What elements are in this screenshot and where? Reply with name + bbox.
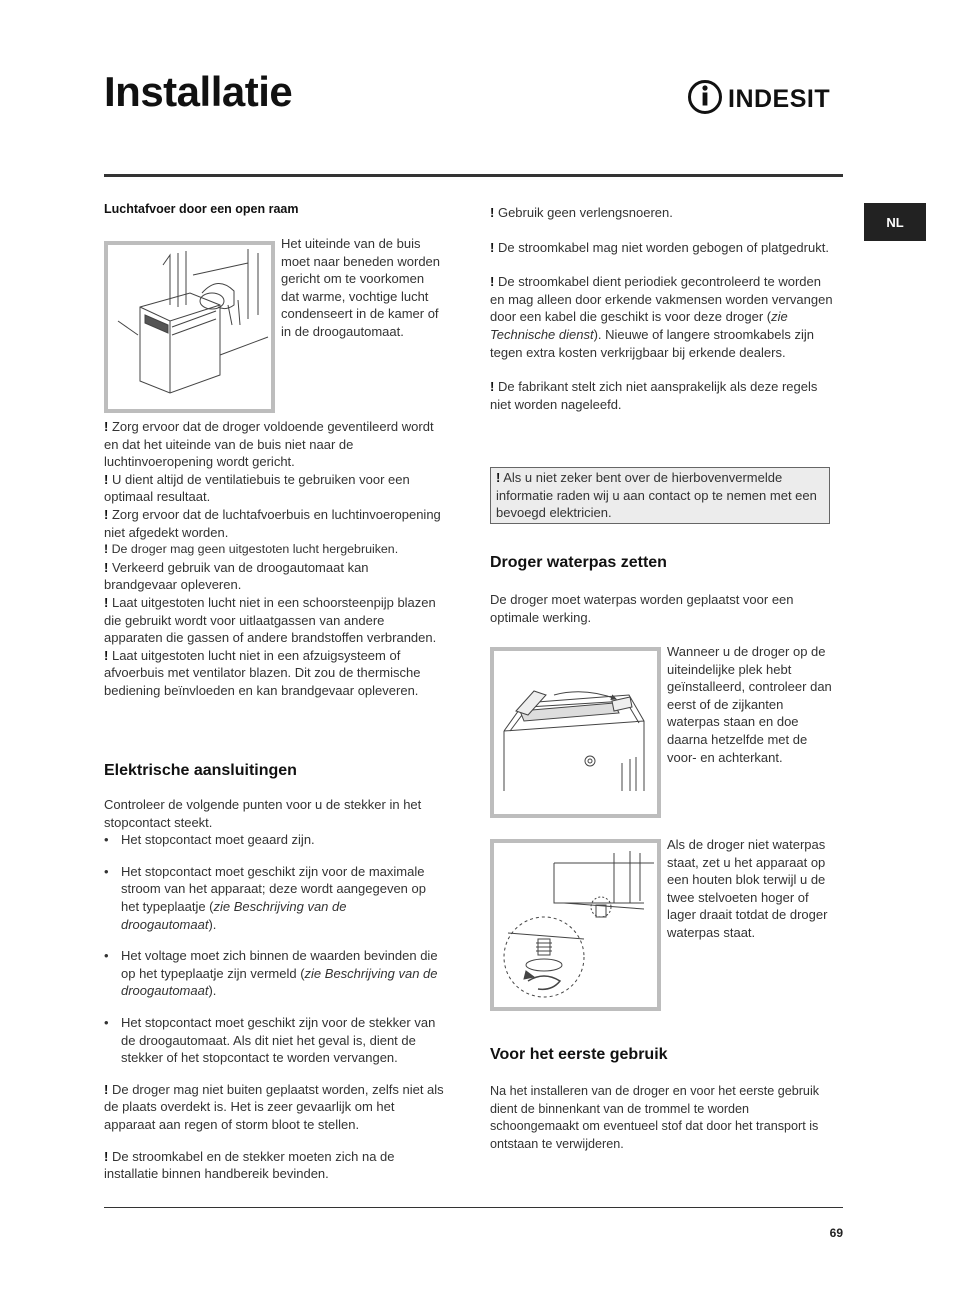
warning-mark: ! <box>104 471 109 487</box>
warning-mark: ! <box>104 1148 109 1164</box>
list-item: • Het stopcontact moet geschikt zijn voor de stekker van de droogautomaat. Als dit niet het geval is, dient de stekker of het stopcontact te worden vervangen. <box>104 1014 444 1067</box>
header-rule <box>104 174 843 177</box>
warning-bend: ! De stroomkabel mag niet worden gebogen of platgedrukt. <box>490 239 829 255</box>
section-label: Luchtafvoer door een open raam <box>104 202 299 216</box>
warning-mark: ! <box>104 1081 109 1097</box>
warning-mark: ! <box>104 542 109 557</box>
level-caption-2: Als de droger niet waterpas staat, zet u het apparaat op een houten blok terwijl u de twee stelvoeten hoger of lager draait totdat de droger waterpas staat. <box>667 837 828 940</box>
cable-warnings <box>490 204 835 413</box>
warning-mark: ! <box>104 594 109 610</box>
electric-checklist <box>104 831 444 1067</box>
level-intro: De droger moet waterpas worden geplaatst voor een optimale werking. <box>490 592 794 625</box>
list-item: • Het voltage moet zich binnen de waarden bevinden die op het typeplaatje zijn vermeld (zie Beschrijving van de droogautomaat). <box>104 947 444 1000</box>
vent-figure-caption: Het uiteinde van de buis moet naar beneden worden gericht om te voorkomen dat warme, vochtige lucht condenseert in de kamer of in de droogautomaat. <box>281 236 441 339</box>
electric-heading: Elektrische aansluitingen <box>104 762 297 779</box>
warning-mark: ! <box>104 559 109 575</box>
language-tab: NL <box>864 203 926 241</box>
electrician-note: ! Als u niet zeker bent over de hierbovenvermelde informatie raden wij u aan contact op te nemen met een bevoegd elektricien. <box>490 467 830 524</box>
electric-intro: Controleer de volgende punten voor u de stekker in het stopcontact steekt. <box>104 797 422 830</box>
first-use-text: Na het installeren van de droger en voor het eerste gebruik dient de binnenkant van de trommel te worden schoongemaakt om eventueel stof dat door het transport is ontstaan te verwijderen. <box>490 1084 820 1151</box>
warning-mark: ! <box>490 379 495 395</box>
list-item: • Het stopcontact moet geaard zijn. <box>104 831 444 849</box>
footer-rule <box>104 1207 843 1208</box>
indesit-logo <box>686 78 846 116</box>
window-vent-illustration <box>104 241 275 413</box>
warning-mark: ! <box>496 470 501 485</box>
warning-outside: ! De droger mag niet buiten geplaatst worden, zelfs niet als de plaats overdekt is. Het is zeer gevaarlijk om het apparaat aan regen of storm bloot te stellen. <box>104 1081 444 1132</box>
warning-item: ! Laat uitgestoten lucht niet in een afzuigsysteem of afvoerbuis met ventilator blazen. Dit zou de thermische bediening beïnvloeden en kan brandgevaar opleveren. <box>104 647 421 698</box>
ventilation-warnings <box>104 418 444 700</box>
page-number: 69 <box>829 1226 843 1240</box>
warning-item: ! U dient altijd de ventilatiebuis te gebruiken voor een optimaal resultaat. <box>104 471 410 505</box>
level-caption-1: Wanneer u de droger op de uiteindelijke plek hebt geïnstalleerd, controleer dan eerst of de zijkanten waterpas staan en doe daarna hetzelfde met de voor- en achterkant. <box>667 644 832 765</box>
warning-reach: ! De stroomkabel en de stekker moeten zich na de installatie binnen handbereik bevinden. <box>104 1148 395 1182</box>
list-item: • Het stopcontact moet geschikt zijn voor de maximale stroom van het apparaat; deze wordt aangegeven op het typeplaatje (zie Beschrijving van de droogautomaat). <box>104 863 444 933</box>
warning-mark: ! <box>104 647 109 663</box>
brand-wordmark: INDESIT <box>728 85 831 113</box>
warning-mark: ! <box>104 506 109 522</box>
first-use-heading: Voor het eerste gebruik <box>490 1046 668 1063</box>
warning-item: ! Verkeerd gebruik van de droogautomaat kan brandgevaar opleveren. <box>104 559 369 593</box>
page-title: Installatie <box>104 68 293 115</box>
warning-item: ! De droger mag geen uitgestoten lucht hergebruiken. <box>104 542 399 557</box>
warning-item: ! Zorg ervoor dat de luchtafvoerbuis en luchtinvoeropening niet afgedekt worden. <box>104 506 441 540</box>
warning-mark: ! <box>490 239 495 255</box>
warning-mark: ! <box>490 205 495 220</box>
electric-section <box>104 796 444 1183</box>
level-heading: Droger waterpas zetten <box>490 554 667 571</box>
warning-liability: ! De fabrikant stelt zich niet aansprakelijk als deze regels niet worden nageleefd. <box>490 379 818 412</box>
warning-item: ! Laat uitgestoten lucht niet in een schoorsteenpijp blazen die gebruikt wordt voor uitlaatgassen van andere apparaten die gassen of andere brandstoffen verbranden. <box>104 594 437 646</box>
warning-check: ! De stroomkabel dient periodiek gecontroleerd te worden en mag alleen door erkende vakmensen worden vervangen door een kabel die geschikt is voor deze droger (zie Technische dienst). Nieuwe of langere stroomkabels zijn tegen extra kosten verkrijgbaar bij erkende dealers. <box>490 274 833 360</box>
adjustable-feet-illustration <box>490 839 661 1011</box>
warning-extension: ! Gebruik geen verlengsnoeren. <box>490 205 673 220</box>
warning-item: ! Zorg ervoor dat de droger voldoende geventileerd wordt en dat het uiteinde van de buis niet naar de luchtinvoeropening wordt gericht. <box>104 419 434 470</box>
level-sides-illustration <box>490 647 661 818</box>
warning-mark: ! <box>490 274 495 290</box>
warning-mark: ! <box>104 419 109 434</box>
